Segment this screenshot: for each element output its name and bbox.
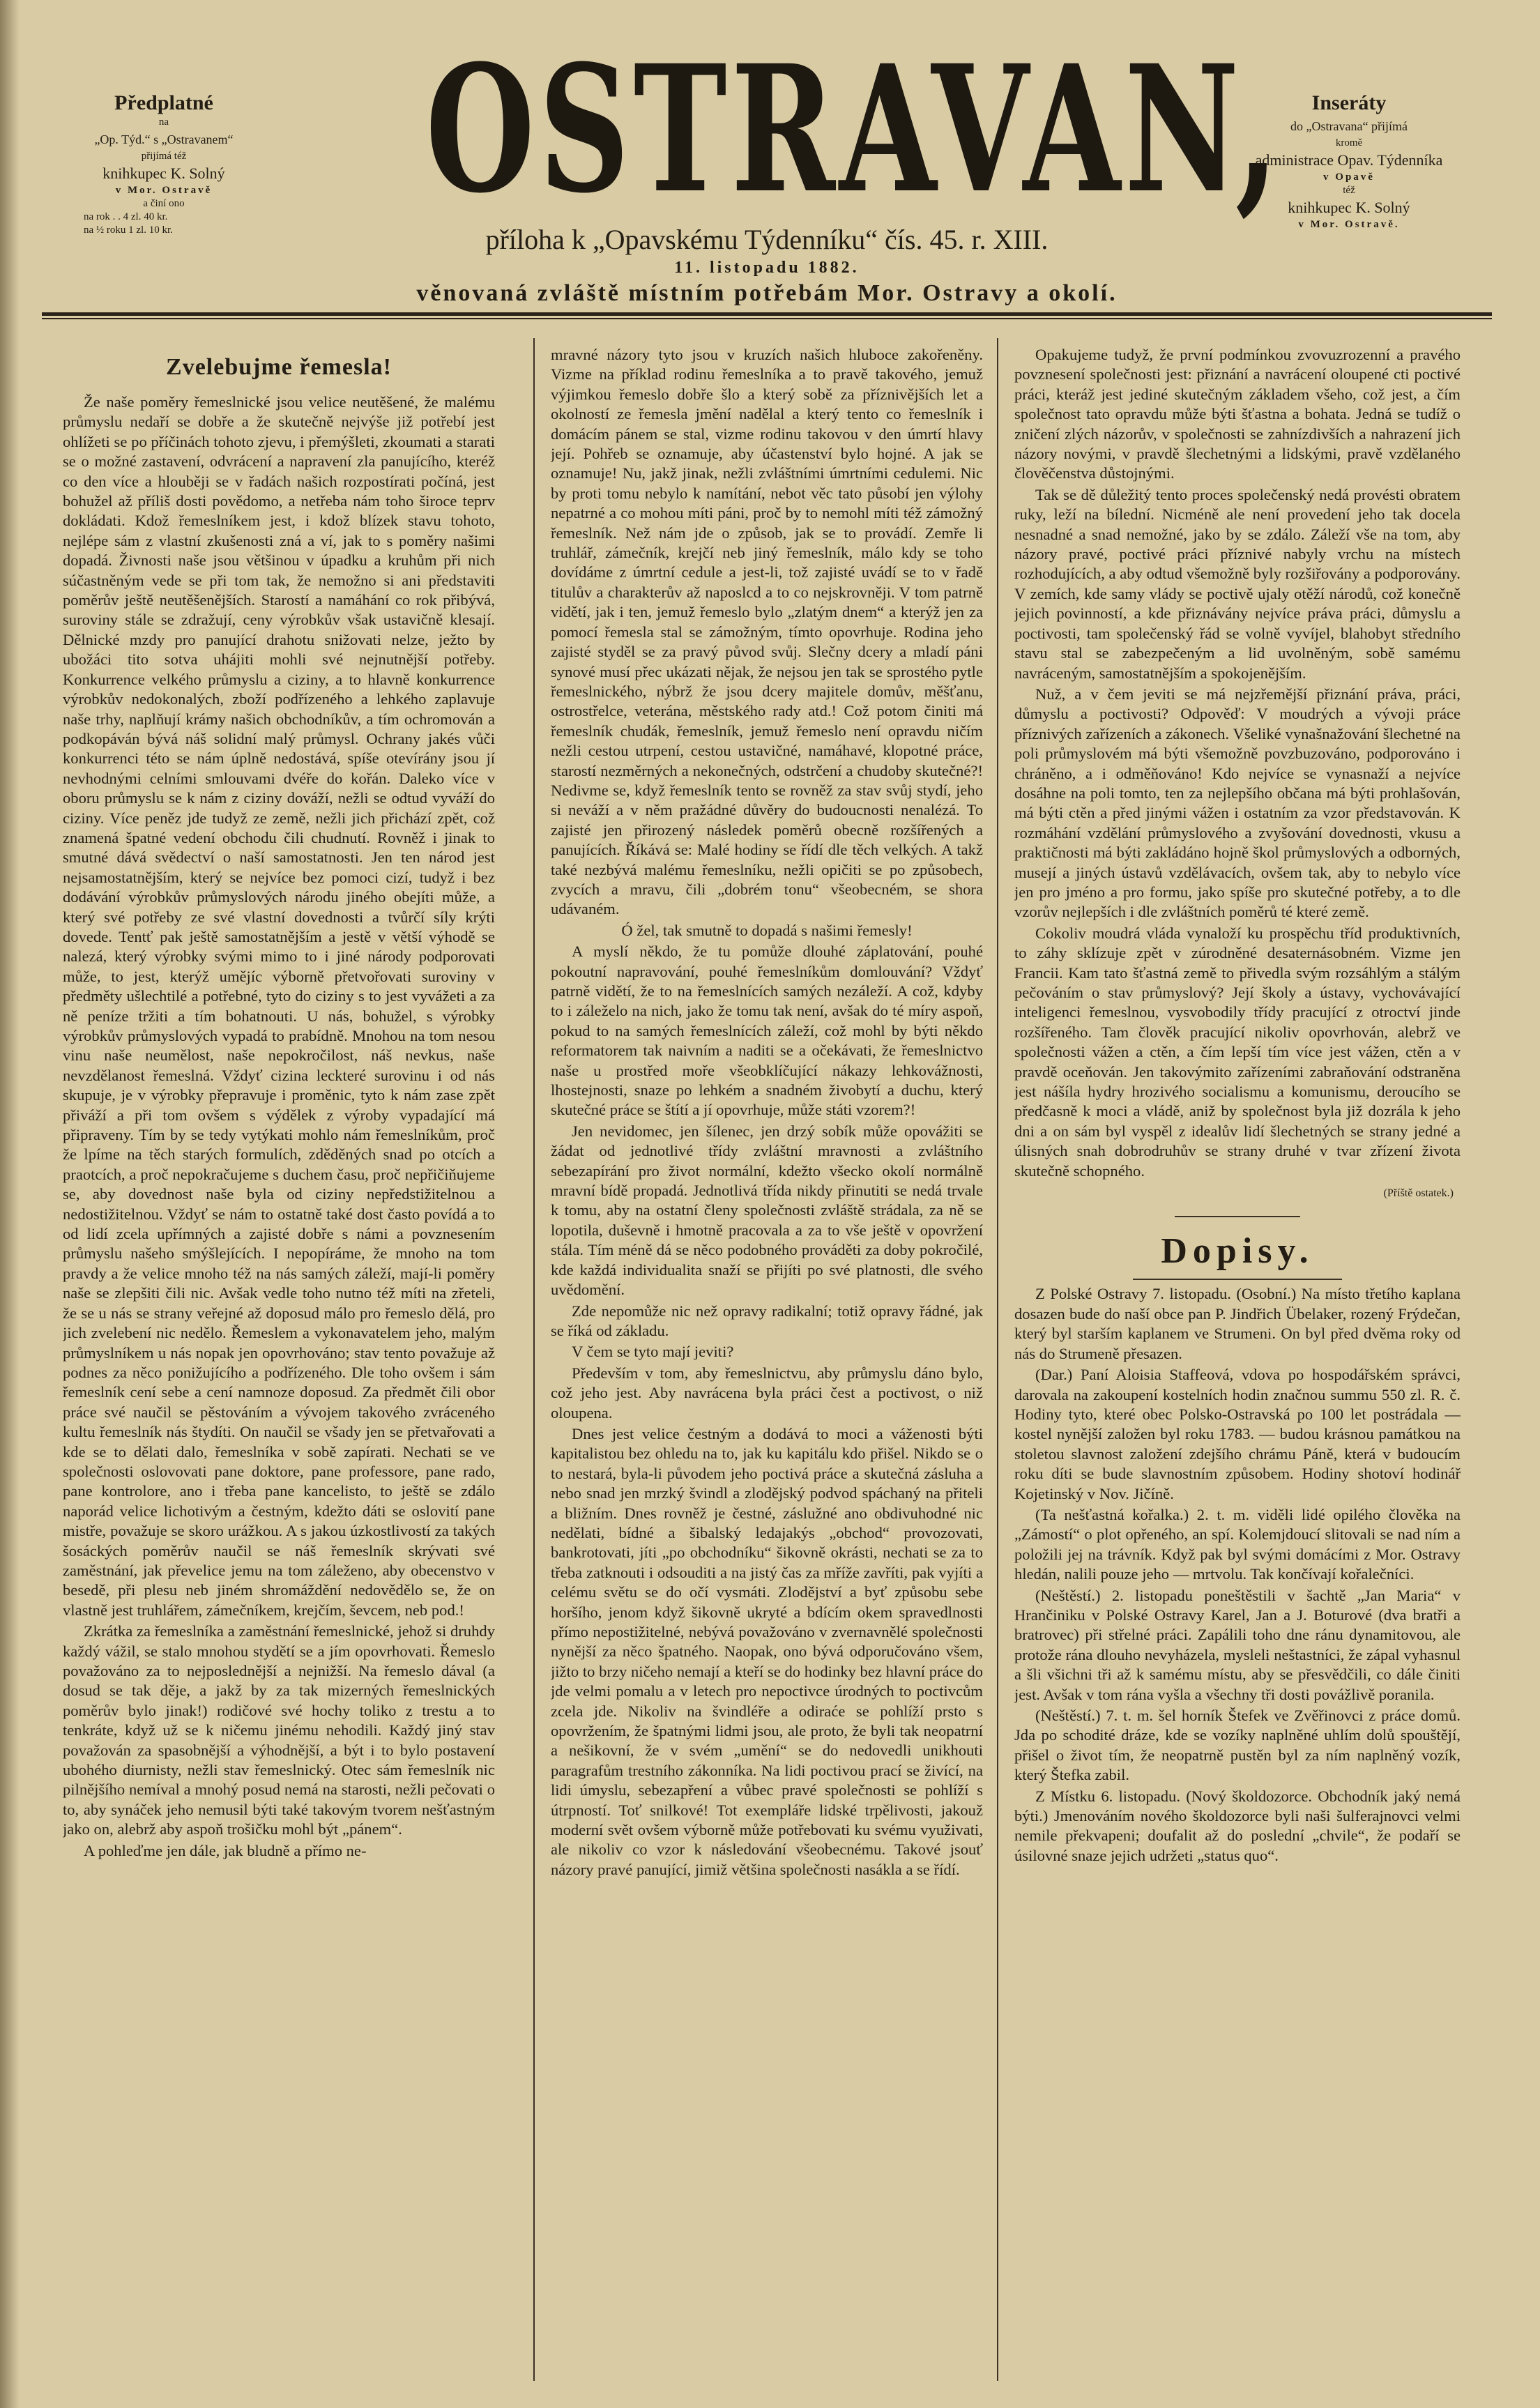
letter-item: Z Polské Ostravy 7. listopadu. (Osobní.) Na místo třetího kaplana dosazen bude do naší obce pan P. Jindřich Übelaker, rozený Frýdečan, který byl starším kaplanem ve Strumeni. On byl před dvěma roky od nás do Strumeně přesazen. (1014, 1285, 1461, 1362)
article-paragraph: Jen nevidomec, jen šílenec, jen drzý sobík může opovážiti se žádat od jednotlivé třídy zvláštní mravnosti a zvláštního sebezapírání pro život normální, kdežto všecko okolí normálně mravní bídě propadá. Jednotlivá třída nikdy přinutiti se nedá trvale k tomu, aby na ostatní členy společnosti zvláště strádala, za ně se lopotila, duševně i hmotně pracovala a za to vše ještě v opovržení stála. Tím méně dá se něco podobného prováděti za doby pokročilé, kde každá individualita snaží se přijíti po své platnosti, dle svého uvědomění. (551, 1122, 983, 1299)
subscription-price: na ½ roku 1 zl. 10 kr. (84, 224, 173, 236)
article-paragraph: Především v tom, aby řemeslnictvu, aby průmyslu dáno bylo, což jeho jest. Aby navrácena byla práci čest a poctivost, o niž oloupena. (551, 1364, 983, 1422)
column-divider (533, 338, 535, 2381)
newspaper-subtitle: příloha k „Opavskému Týdenníku“ čís. 45. r. XIII. (485, 224, 1049, 255)
advertising-line: též (1343, 185, 1355, 196)
article-column-3 (1014, 345, 1461, 2388)
advertising-box (1227, 91, 1471, 231)
article-column-1 (63, 345, 495, 2388)
article-paragraph: V čem se tyto mají jeviti? (572, 1343, 734, 1361)
section-divider (1175, 1216, 1300, 1217)
newspaper-title: OSTRAVAN, (425, 26, 1283, 231)
subscription-line: a činí ono (143, 198, 185, 209)
article-heading: Zvelebujme řemesla! (166, 354, 392, 380)
subscription-line: v Mor. Ostravě (115, 185, 213, 196)
section-heading: Dopisy. (1161, 1231, 1314, 1272)
article-paragraph: Že naše poměry řemeslnické jsou velice neutěšené, že malému průmyslu nedaří se dobře a že skutečně nejvýše již potřebí jest ohlížeti se po příčinách tohoto zjevu, i přemýšleti, zkoumati a starati se o možné zastavení, odvrácení a napravení zla panujícího, kteréž co den více a hlouběji se v řadách našich rozpostírati počíná, jest bohužel až příliš dosti povědomo, a netřeba nám toho široce teprv dokládati. Kdož řemeslníkem jest, i kdož blízek stavu tohoto, nejlépe sám z vlastní zkušenosti zná a ví, jak to s poměry našimi dopadá. Živnosti naše jsou většinou v úpadku a kruhům při nich súčastněným vede se při tom tak, že nemožno si ani představiti poměrův ještě neutěšenějších. Starostí a namáhání co rok přibývá, suroviny stále se zdražují, ceny výrobkův však ustavičně klesají. Dělnické mzdy pro panující drahotu snižovati nelze, ježto by ubožáci tito sotva uhájiti mohli své nejnutnější potřeby. Konkurrence velkého průmyslu a ciziny, a to hlavně konkurrence výrobkův nedokonalých, zboží podřízeného a lehkého zaplavuje naše trhy, naplňují krámy našich obchodníkův, a tím ochromován a podkopáván bývá náš solidní malý průmysl. Ochrany jakés vůči konkurrenci této se nám úplně nedostává, spíše otevírány jsou jí nevhodnými celními smlouvami dvéře do kořán. Daleko více v oboru průmyslu se k nám z ciziny dováží, nežli se odtud vyváží do ciziny. Více peněz jde tudyž ze země, nežli jich přichází zpět, což znamená špatné vedení obchodu čili chudnutí. Rovněž i jinak to smutné dává svědectví o naší samostatnosti. Jen ten národ jest nejsamostatnějším, který se nejvíce bez pomoci cizí, tudyž i bez dodávání výrobkův průmyslových národu jiného obejíti může, a který své potřeby ze své vlastní dovednosti a tvůrčí síly krýti dovede. Tentť pak ještě samostatnějším a jestě v větší výhodě se nalezá, který výrobky svými mimo to i jiné národy podporovati může, to jest, kterýž umějíc výborně přetvořovati suroviny v předměty ušlechtilé a potřebné, tyto do ciziny s to jest vyvážeti a za ně peníze tržiti a tím bohatnouti. U nás, bohužel, s výrobky výrobkův průmyslových vypadá to prabídně. Mnohou na tom nesou vinu naše neumělost, naše nepokročilost, náš nevkus, naše nevzdělanost řemeslná. Vždyť cizina leckteré surovinu i od nás skupuje, je v výrobky přepravuje i proměnic, tyto k nám zase zpět přiváží a při tom ovšem s výdělek z výroby vypadající má připraveny. Tím by se tedy vytýkati mohlo nám řemeslníkům, proč že lpíme na těch starých formulích, zděděných snad po otcích a praotcích, a proč nepokračujeme s duchem času, proč nepřičiňujeme se, aby dovednost naše byla od ciziny nepředstižitelnou a nedostižitelnou. Vždyť se nám to ostatně také dost často povídá a to od lidí zcela upřímných a zajisté dobře s námi a povznesením průmyslu našeho smýšlejících. I nepopíráme, že mnoho na tom pravdy a že velice mnoho též na nás samých záleží, mají-li poměry naše se zlepšiti čili nic. Avšak vedle toho nutno též míti na zřeteli, že se u nás se strany veřejné až doposud málo pro řemeslo dělá, pro jich zvelebení nic nedělo. Řemeslem a vykonavatelem jeho, malým průmyslníkem u nás nopak jen opovrhováno; stav tento považuje až podnes za něco ponižujícího a podřízeného. Dle toho ovšem i sám řemeslník cení sebe a cení namnoze doposud. Za předmět čili obor práce své naučil se pěstováním a vývojem takového zvráceného kultu řemeslník nás štydíti. On naučil se všady jen se přetvařovati a kde se to dělati dalo, řemeslníka v sobě zapírati. Nechati se ve společnosti oslovovati pane doktore, pane professore, pane rado, pane kontrolore, ano i třeba pane kancelisto, to ještě se zdálo naporád velice lichotivým a čestným, kdežto dáti se oslovití pane mistře, považuje se skoro urážkou. A s jakou úzkostlivostí za takých šosáckých poměrův naučil se náš řemeslník skrývati své zaměstnání, jak převelice jemu na tom záleženo, aby obecenstvo v besedě, při plesu neb jiném shromáždění nedovědělo se, že on vlastně jest truhlářem, zámečníkem, krejčím, ševcem, neb pod.! (63, 393, 495, 1619)
letter-item: (Neštěstí.) 7. t. m. šel horník Štefek ve Zvěřinovci z práce domů. Jda po schodité dráze, kde se vozíky naplněné uhlím dolů spouštějí, přišel o život tím, že neopatrně pustěn byl za ním naplněný vozík, který Štefka zabil. (1014, 1707, 1461, 1784)
continued-note: (Příště ostatek.) (1383, 1187, 1454, 1200)
advertising-line: v Opavě (1323, 172, 1375, 183)
letter-item: (Neštěstí.) 2. listopadu poneštěstili v šachtě „Jan Maria“ v Hrančiniku v Polské Ostravy Karel, Jan a J. Boturové (dva bratři a bratrovec) při střelné práci. Zapálili toho dne ránu dynamitovou, ale protože rána dlouho nevyházela, mysleli neštastníci, že zápal vyhasnul a šli všichni tři až k samému místu, aby se přesvědčili, co dále činiti jest. Avšak v tom rána vyšla a všechny tři dosti povážlivě poranila. (1014, 1586, 1461, 1703)
article-paragraph: Dnes jest velice čestným a dodává to moci a váženosti býti kapitalistou bez ohledu na to, jak ku kapitálu kdo přišel. Nikdo se o to nestará, byla-li původem jeho poctivá práce a skutečná zásluha a nebo snad jen mrzký švindl a zlodějský podvod spáchaný na přiteli a bližním. Dnes rovněž je čestné, záslužné ano obdivuhodné nic nedělati, bídné a šibalský ledajakýs „obchod“ provozovati, bankrotovati, jíti „po obchodníku“ šikovně okrásti, nechati se za to třeba zatknouti i odsouditi a na jistý čas za mříže zavříti, pak vyjíti a celému světu se do očí vysmáti. Zlodějství a byť způsobu sebe horšího, jenom když šikovně ukryté a bdícím okem spravedlnosti přímo nepostižitelné, nebývá považováno v zvernavnělé společnosti nynější za něco špatného. Naopak, ono bývá odporučováno všem, jižto to brzy ničeho nemají a kteří se do hodinky bez hlavní práce do jde velmi pomalu a v letech pro nepoctivce úrodných to poctivcům zcela jde. Nikoliv na švindléře a odiraće se pohlíží prsto s opovržením, že špatnými lidmi jsou, ale proto, že byli tak neopatrní a nešikovní, že v svém „umění“ se do nedovedli unikhouti paragrafům trestního zákonníka. Na lidi poctivou prací se živící, na lidi úmyslu, sebezapření a vůbec pravé společnosti se pohlíží s útrpností. Toť snilkové! Tot exempláře lidské trpělivosti, jakouž moderní svět ovšem výborně může potřebovati ku svému využivati, ale nikoliv co vzor k následování všeobecnému. Takové jsouť názory pravé panující, jimiž většina společnosti nasákla a se řídí. (551, 1424, 983, 1878)
advertising-line: do „Ostravana“ přijímá (1290, 119, 1408, 133)
column-divider (997, 338, 998, 2381)
advertising-line: v Mor. Ostravě. (1298, 219, 1400, 230)
issue-date: 11. listopadu 1882. (674, 259, 860, 277)
article-paragraph: Tak se dě důležitý tento proces společenský nedá provésti obratem ruky, leží na bílední. Nicméně ale není provedení jeho tak docela nesnadné a snad nemožné, jako by se zdálo. Záleží vše na tom, aby názory pravé, poctivé práci příznivé nabyly vrchu na místech rozhodujících, a aby odtud všemožně byly rozšiřovány a podporovány. V zemích, kde samy vlády se poctivě ujaly otěží národů, což konečně jejich povinností, a kde přiznávány nejvíce práva práci, důmyslu a poctivosti, tam společenský řád se volně vyvíjel, blahobyt středního stavu stal se zabezpečeným a lid uvolněným, sobě samému navráceným, samostatnějším a spokojenějším. (1014, 485, 1461, 682)
masthead-rule (42, 312, 1492, 316)
advertising-line: kromě (1335, 137, 1363, 148)
page-binding-shadow (0, 0, 20, 2408)
subscription-line: „Op. Týd.“ s „Ostravanem“ (94, 132, 234, 146)
article-paragraph: A myslí někdo, že tu pomůže dlouhé záplatování, pouhé pokoutní napravování, pouhé řemeslníkům domlouvání? Vždyť patrně vidětí, že to na řemeslnících samých nezáleží. A což, kdyby to i záleželo na nich, jako že tomu tak není, avšak do té míry aspoň, pokud to na samých řemeslnících záleží, což mohl by býti někdo reformatorem tak naivním a naditi se a očekávati, že řemeslnictvo naše u prostřed moře všeobklíčující nákazy lehkovážnosti, lhostejnosti, snaze po lehkém a snadném živobytí a duchu, který skutečné práce se štítí a jí opovrhuje, může státi vzorem?! (551, 943, 983, 1119)
subscription-bookseller: knihkupec K. Solný (102, 165, 225, 182)
article-paragraph: Zde nepomůže nic než opravy radikalní; totiž opravy řádné, jak se říká od základu. (551, 1302, 983, 1339)
section-heading-rule (1133, 1279, 1342, 1280)
subscription-box (42, 91, 286, 237)
article-paragraph: Zkrátka za řemeslníka a zaměstnání řemeslnické, jehož si druhdy každý vážil, se stalo mnohou stydětí se a jím opovrhovati. Řemeslo považováno za to nejposlednější a nejnižší. Na řemeslo dával (a dosud se tak děje, a jakž by za tak mizerných řemeslnických poměrův bylo jinak!) rodičové své hochy toliko z trestu a to tenkráte, když už se k ničemu jinému nehodili. Každý jiný stav považován za spasobnější a výhodnější, a být i to bylo postavení ubohého diurnisty, nežli stav řemeslnický. Otec sám řemeslník nic pilnějšího nemíval a mnohý posud nemá na starosti, nežli pečovati o to, aby synáček jeho nemusil býti také takovým tvorem nešťastným jako on, alebrž aby aspoň trošičku mohl být „pánem“. (63, 1622, 495, 1838)
article-column-2 (551, 345, 983, 2388)
newspaper-tagline: věnovaná zvláště místním potřebám Mor. Ostravy a okolí. (416, 280, 1118, 306)
letter-item: (Dar.) Paní Aloisia Staffeová, vdova po hospodářském správci, darovala na zakoupení kostelních hodin značnou summu 550 zl. R. č. Hodiny tyto, které obec Polsko-Ostravská po 100 let postrádala — kostel nynější založen byl roku 1783. — budou krásnou památkou na stoletou slavnost založení zdejšího chrámu Páně, která v budoucím roku díti se bude slavnostním způsobem. Hodiny shotoví hodinář Kojetinský v Nov. Jičíně. (1014, 1366, 1461, 1502)
article-paragraph: Ó žel, tak smutně to dopadá s našimi řemesly! (621, 921, 913, 939)
advertising-administration: administrace Opav. Týdenníka (1255, 151, 1443, 169)
article-paragraph: A pohleďme jen dále, jak bludně a přímo ne- (84, 1841, 367, 1859)
masthead-rule-thin (42, 318, 1492, 319)
advertising-bookseller: knihkupec K. Solný (1288, 199, 1410, 216)
article-paragraph: Nuž, a v čem jeviti se má nejzřemější přiznání práva, práci, důmyslu a poctivosti? Odpověď: V moudrých a vývoji práce příznivých zařízeních a zákonech. Všeliké vynašnažování šlechetné na poli průmyslovém má býti všemožně povzbuzováno, podporováno i chráněno, a i odměňováno! Kdo nejvíce se vynasnaží a nejvíce dosáhne na poli tomto, ten za nejlepšího občana má býti prohlašován, má býti ctěn a před jinými vážen i ostatním za vzor představován. K rozmáhání vzdělání průmyslového a zvyšování dovednosti, vkusu a praktičnosti má býti zakládáno hojně škol průmyslových a odborných, musejí a jiných ústavů vzdělávacích, ovšem tak, aby to nebylo více jen pro jméno a pro formu, jako spíše pro skutečné potřeby, a to dle vzorův nejlepších i dle zvláštních poměrů té které země. (1014, 685, 1461, 921)
letter-item: Z Místku 6. listopadu. (Nový školdozorce. Obchodník jaký nemá býti.) Jmenováním nového školdozorce byli naši šulferajnovci velmi nemile překvapeni; doufalit až do poslední „chvile“, že podaří se úsilovné snaze jejich udržeti „status quo“. (1014, 1787, 1461, 1864)
article-paragraph: Opakujeme tudyž, že první podmínkou zvovuzrozenní a pravého povznesení společnosti jest: přiznání a navrácení oloupené cti poctivé práci, kteráž jest jediné skutečným základem všeho, což jest, a čím společnost tato opravdu může býti šťastna a bohata. Jedná se tudíž o zničení zlých názorův, v společnosti se zahnízdivších a nahrazení jich názory novými, v pravdě šlechetnými a lidskými, pravě vzdělaného člověčenstva důstojnými. (1014, 346, 1461, 482)
subscription-line: přijímá též (141, 151, 187, 162)
subscription-price: na rok . . 4 zl. 40 kr. (84, 211, 168, 222)
article-paragraph: Cokoliv moudrá vláda vynaloží ku prospěchu tříd produktivních, to záhy sklízuje zpět v zúrodněné desaternásobném. Vizme jen Francii. Kam tato šťastná země to přivedla svým rozsáhlým a stálým pečováním o stav průmyslový? Její školy a ústavy, vychovávající inteligenci řemeslnou, vysvobodily třídy pracující z otroctví jinde rozšířeného. Tam člověk pracující nikoliv opovrhován, alebrž ve společnosti vážen a ctěn, a čím lepší tím více jest vážen, ctěn a v pravdě oceňován. Jen takovýmito zařízeními zabraňování odstraněna jest nášíla hydry hrozivého socialismu a komunismu, deroucího se předčasně k moci a vládě, aniž by společnost byla již dozrála k jeho dni a on sám byl vyspěl z idealův lidí šlechetných se strany jedné a úlisných snah dobrodruhův se strany druhé v tvar zřízení života skutečně schopného. (1014, 924, 1461, 1180)
letter-item: (Ta nešťastná kořalka.) 2. t. m. viděli lidé opilého člověka na „Zámostí“ o plot opřeného, an spí. Kolemjdoucí slitovali se nad ním a položili jej na trávník. Když pak byl svými domácími z Mor. Ostravy hledán, nalili pouze jeho — mrtvolu. Tak končívají kořalečníci. (1014, 1505, 1461, 1583)
subscription-heading: Předplatné (114, 91, 213, 114)
article-paragraph: mravné názory tyto jsou v kruzích našich hluboce zakořeněny. Vizme na příklad rodinu řemeslníka a to pravě takového, jemuž výjimkou řemeslo dobře šlo a který sobě za příznivějších let a okolností ze řemesla jmění nadělal a který tento co řemeslník i domácím pánem se stal, vizme rodinu takovou v den úmrtí hlavy její. Pohřeb se oznamuje, aby účastenství bylo hojné. A jak se oznamuje! Nu, jakž jinak, nežli zvláštními úmrtními cedulemi. Nic by proti tomu nebylo k namítání, nebot věc tato působí jen výlohy nepatrné a co mohou míti páni, proč by to nemohl míti též zámožný řemeslník. Než nám jde o způsob, jak se to provádí. Zemře li truhlář, zámečník, krejčí neb jiný řemeslník, málo kdy se toho dovídáme z úmrtní cedule a jest-li, tož zajisté uvádí se to v řadě titulův a charakterův až naposlcd a to co nejskrovněji. V tom patrně vidětí, jak i ten, jemuž řemeslo bylo „zlatým dnem“ a kterýž jen za pomocí řemesla stal se zámožným, tímto opovrhuje. Rodina jeho zajisté styděl se za pravý původ svůj. Slečny dcery a mladí páni synové musí přec ukázati nějak, že nejsou jen tak se sprostého pytle řemeslnického, nýbrž že jsou dcery majitele domův, měšťanu, ostrostřelce, veterána, městského rady atd.! Což potom činiti má řemeslník chudák, řemeslník, jemuž řemeslo není opravdu ničím nežli cestou utrpení, cestou ustavičné, namáhavé, klopotné práce, starostí nezměrných a nekonečných, odstrčení a chudoby skutečné?! Nedivme se, když řemeslník tento se rovněž za stav svůj stydí, jeho si neváží a v něm pražádné důvěry do budoucnosti nenalézá. To zajisté jen přirozený následek poměrů obecně rozšířených a panujících. Říkává se: Malé hodiny se řídí dle těch velkých. A takž také nezbývá malému řemeslníku, nežli opičiti se po způsobech, zvycích a mravu, čili „dobrém tonu“ všeobecném, se shora udávaném. (551, 346, 983, 918)
subscription-line: na (158, 116, 169, 128)
advertising-heading: Inseráty (1311, 91, 1387, 114)
